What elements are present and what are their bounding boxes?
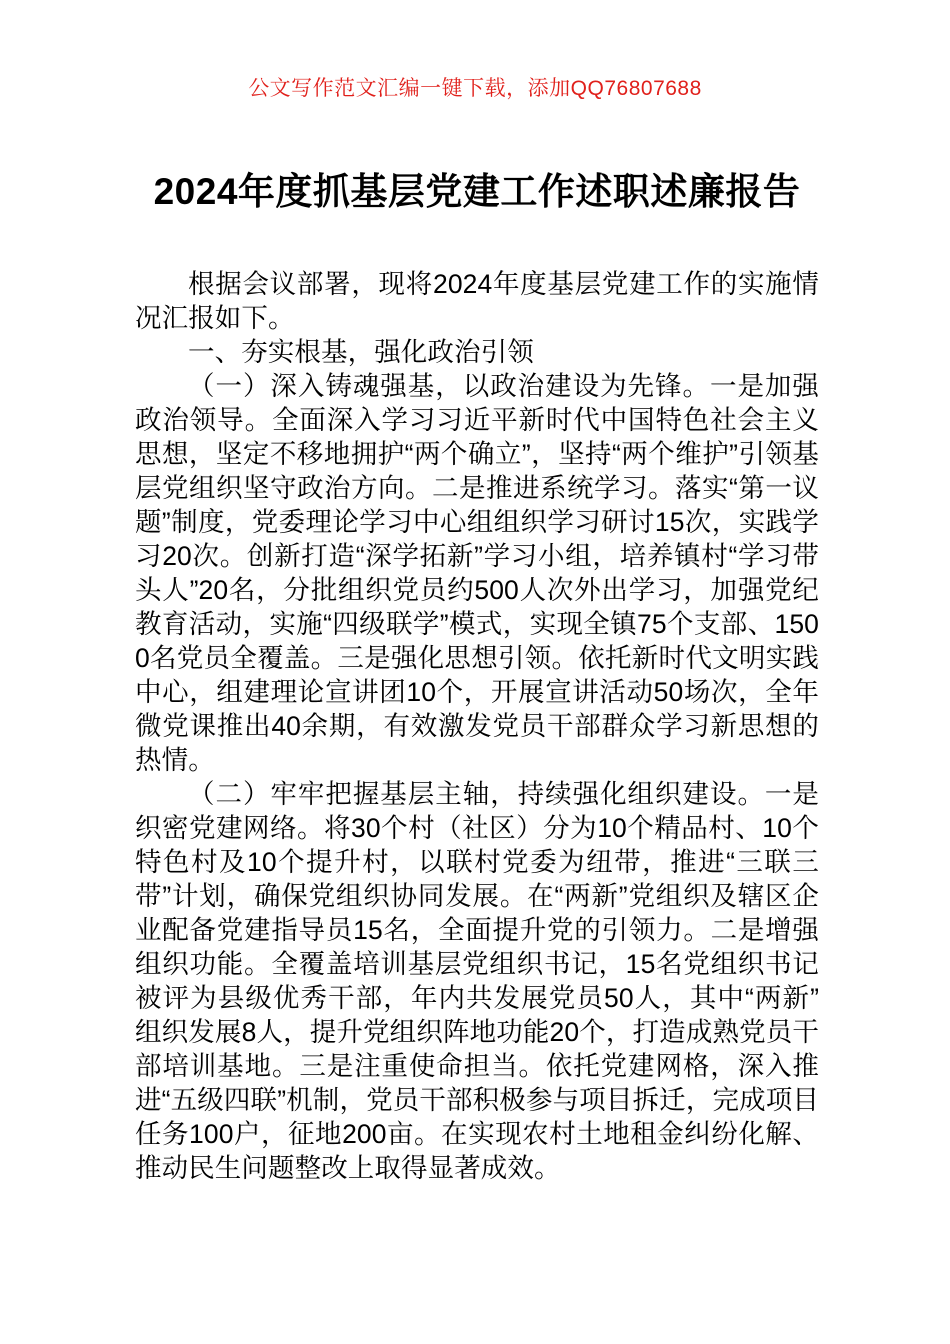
promo-watermark-header — [0, 78, 950, 99]
paragraph-section-1-2: （二）牢牢把握基层主轴，持续强化组织建设。一是织密党建网络。将30个村（社区）分为10个精品村、10个特色村及10个提升村，以联村党委为纽带，推进“三联三带”计划，确保党组织协同发展。在“两新”党组织及辖区企业配备党建指导员15名，全面提升党的引领力。二是增强组织功能。全覆盖培训基层党组织书记，15名党组织书记被评为县级优秀干部，年内共发展党员50人，其中“两新”组织发展8人，提升党组织阵地功能20个，打造成熟党员干部培训基地。三是注重使命担当。依托党建网格，深入推进“五级四联”机制，党员干部积极参与项目拆迁，完成项目任务100户，征地200亩。在实现农村土地租金纠纷化解、推动民生问题整改上取得显著成效。 — [135, 779, 819, 1184]
paragraph-section-1-1: （一）深入铸魂强基，以政治建设为先锋。一是加强政治领导。全面深入学习习近平新时代中国特色社会主义思想，坚定不移地拥护“两个确立”，坚持“两个维护”引领基层党组织坚守政治方向。二是推进系统学习。落实“第一议题”制度，党委理论学习中心组组织学习研讨15次，实践学习20次。创新打造“深学拓新”学习小组，培养镇村“学习带头人”20名，分批组织党员约500人次外出学习，加强党纪教育活动，实施“四级联学”模式，实现全镇75个支部、1500名党员全覆盖。三是强化思想引领。依托新时代文明实践中心，组建理论宣讲团10个，开展宣讲活动50场次，全年微党课推出40余期，有效激发党员干部群众学习新思想的热情。 — [135, 371, 819, 776]
promo-watermark-text: 公文写作范文汇编一键下载，添加QQ76807688 — [248, 77, 702, 100]
document-content — [135, 168, 819, 1185]
section-heading-1: 一、夯实根基，强化政治引领 — [188, 337, 534, 368]
page-title: 2024年度抓基层党建工作述职述廉报告 — [153, 171, 801, 212]
paragraph-intro: 根据会议部署，现将2024年度基层党建工作的实施情况汇报如下。 — [135, 269, 819, 334]
